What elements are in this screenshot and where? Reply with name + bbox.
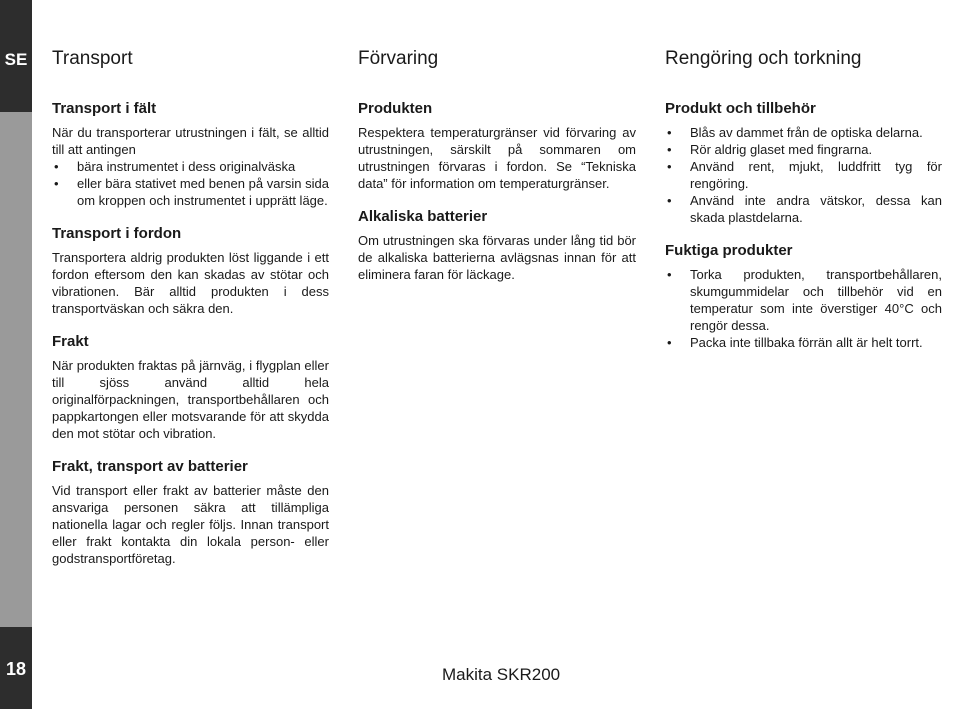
section-intro: När du transporterar utrustningen i fält, se alltid till att antingen bbox=[52, 125, 329, 157]
section-body: När produkten fraktas på järnväg, i flygplan eller till sjöss använd alltid hela originalförpackningen, transportbehållaren och pappkartongen eller motsvarande för att skydda den mot stötar och vibration. bbox=[52, 358, 329, 441]
section-produkten bbox=[358, 100, 636, 192]
column-forvaring bbox=[358, 100, 636, 299]
section-produkt-och-tillbehor bbox=[665, 100, 942, 226]
heading-forvaring: Förvaring bbox=[358, 48, 439, 69]
section-body: Om utrustningen ska förvaras under lång tid bör de alkaliska batterierna avlägsnas innan för att eliminera faran för läckage. bbox=[358, 233, 636, 282]
section-fuktiga-produkter bbox=[665, 242, 942, 351]
list-item: • Rör aldrig glaset med fingrarna. bbox=[665, 141, 942, 158]
list-item: • Blås av dammet från de optiska delarna. bbox=[665, 124, 942, 141]
section-body: Respektera temperaturgränser vid förvaring av utrustningen, särskilt på sommaren om utrustningen förvaras i fordon. Se “Tekniska data” för information om temperaturgränser. bbox=[358, 125, 636, 191]
section-title: Produkten bbox=[358, 100, 433, 117]
section-transport-i-fordon bbox=[52, 225, 329, 317]
page-number: 18 bbox=[0, 627, 32, 709]
list-item: • eller bära stativet med benen på varsin sida om kroppen och instrumentet i upprätt läge. bbox=[52, 175, 329, 209]
section-title: Frakt bbox=[52, 333, 89, 350]
column-transport bbox=[52, 100, 329, 583]
list-item: • Använd rent, mjukt, luddfritt tyg för rengöring. bbox=[665, 158, 942, 192]
section-body: Vid transport eller frakt av batterier måste den ansvariga personen säkra att tillämpliga nationella lagar och regler följs. Innan transport eller frakt kontakta din lokala person- eller godstransportföretag. bbox=[52, 483, 329, 566]
section-title: Transport i fordon bbox=[52, 225, 182, 242]
section-title: Fuktiga produkter bbox=[665, 242, 793, 259]
list-item: • bära instrumentet i dess originalväska bbox=[52, 158, 329, 175]
heading-transport: Transport bbox=[52, 48, 133, 69]
column-rengoring bbox=[665, 100, 942, 367]
section-title: Alkaliska batterier bbox=[358, 208, 488, 225]
section-body: Transportera aldrig produkten löst liggande i ett fordon eftersom den kan skadas av stötar och vibrationen. Bär alltid produkten i dess transportväskan och säkra den. bbox=[52, 250, 329, 316]
section-title: Transport i fält bbox=[52, 100, 157, 117]
footer-model-name: Makita SKR200 bbox=[442, 665, 561, 684]
list-item: • Torka produkten, transportbehållaren, skumgummidelar och tillbehör vid en temperatur som inte överstiger 40°C och rengör dessa. bbox=[665, 266, 942, 334]
section-frakt-batterier bbox=[52, 458, 329, 567]
list-item: • Använd inte andra vätskor, dessa kan skada plastdelarna. bbox=[665, 192, 942, 226]
section-alkaliska-batterier bbox=[358, 208, 636, 283]
bullet-list bbox=[52, 158, 329, 209]
section-title: Produkt och tillbehör bbox=[665, 100, 816, 117]
heading-rengoring: Rengöring och torkning bbox=[665, 48, 862, 69]
section-frakt bbox=[52, 333, 329, 442]
bullet-list bbox=[665, 266, 942, 351]
section-transport-i-falt bbox=[52, 100, 329, 209]
list-item: • Packa inte tillbaka förrän allt är helt torrt. bbox=[665, 334, 942, 351]
bullet-list bbox=[665, 124, 942, 226]
section-title: Frakt, transport av batterier bbox=[52, 458, 248, 475]
language-tab: SE bbox=[0, 0, 32, 112]
